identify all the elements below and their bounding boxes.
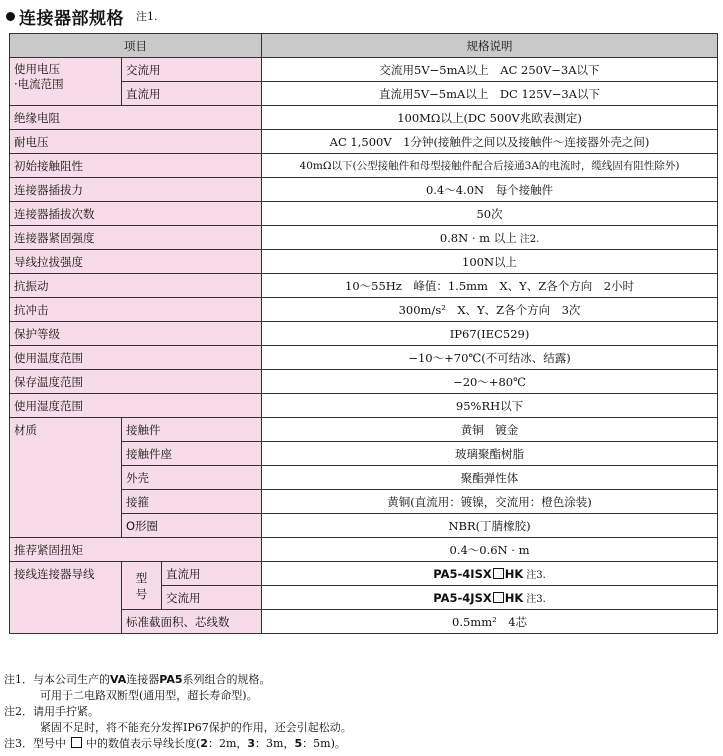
row-label: 连接器插拔次数: [10, 202, 262, 226]
table-row: [10, 58, 718, 82]
note-text: 中的数值表示导线长度(: [86, 737, 201, 750]
row-label: 保存温度范围: [10, 370, 262, 394]
note-text: 连接器: [126, 673, 160, 686]
table-row: [10, 562, 718, 586]
material-part: 外壳: [122, 466, 262, 490]
row-label: 抗冲击: [10, 298, 262, 322]
model-suffix: HK: [504, 591, 524, 605]
note-text: 注3．型号中: [4, 737, 66, 750]
table-row: [10, 418, 718, 442]
length-placeholder-icon: [493, 568, 504, 579]
row-label: 保护等级: [10, 322, 262, 346]
table-row: [10, 274, 718, 298]
note-ref: 注2.: [519, 233, 540, 245]
spec-table: [9, 33, 718, 634]
row-value: 40mΩ以下(公型接触件和母型接触件配合后接通3A的电流时，缆线固有阻性除外): [262, 154, 718, 178]
row-label: 连接器紧固强度: [10, 226, 262, 250]
cross-section-label: 标准截面积、芯线数: [122, 610, 262, 634]
footnote-1: [4, 672, 719, 688]
wire-ac-label: 交流用: [162, 586, 262, 610]
note-text: ：3m，: [255, 737, 295, 750]
section-title: [4, 4, 158, 28]
table-row: [10, 178, 718, 202]
dc-label: 直流用: [122, 82, 262, 106]
row-value: IP67(IEC529): [262, 322, 718, 346]
row-label: 使用湿度范围: [10, 394, 262, 418]
note-ref: 注3.: [526, 570, 546, 581]
page-title: 连接器部规格: [19, 8, 124, 29]
title-note: 注1.: [136, 10, 158, 23]
wire-dc-value: [262, 562, 718, 586]
table-row: [10, 322, 718, 346]
footnote-1-line2: 可用于二电路双断型(通用型，超长寿命型)。: [40, 689, 258, 702]
footnote-2-line2: 紧固不足时，将不能充分发挥IP67保护的作用，还会引起松动。: [40, 721, 352, 734]
voltage-label: 使用电压 ·电流范围: [10, 58, 122, 106]
row-value: −20～+80℃: [262, 370, 718, 394]
footnote-2: 注2．请用手拧紧。: [4, 705, 99, 718]
table-row: [10, 394, 718, 418]
footnote-3: [4, 736, 719, 752]
material-part: 接触件: [122, 418, 262, 442]
note-text: VA: [110, 673, 127, 686]
model-char: 号: [135, 586, 148, 601]
model-suffix: HK: [504, 567, 524, 581]
wire-ac-value: [262, 586, 718, 610]
dc-value: 直流用5V−5mA以上 DC 125V−3A以下: [262, 82, 718, 106]
material-value: NBR(丁腈橡胶): [262, 514, 718, 538]
row-value: AC 1,500V 1分钟(接触件之间以及接触件～连接器外壳之间): [262, 130, 718, 154]
ac-value: 交流用5V−5mA以上 AC 250V−3A以下: [262, 58, 718, 82]
row-value: 100N以上: [262, 250, 718, 274]
material-part: 接触件座: [122, 442, 262, 466]
table-row: [10, 538, 718, 562]
row-value: [262, 226, 718, 250]
material-value: 玻璃聚酯树脂: [262, 442, 718, 466]
row-value: 300m/s² X、Y、Z各个方向 3次: [262, 298, 718, 322]
row-value: 0.4～4.0N 每个接触件: [262, 178, 718, 202]
ac-label: 交流用: [122, 58, 262, 82]
note-text: 5: [294, 737, 303, 750]
row-value: 50次: [262, 202, 718, 226]
material-value: 黄铜 镀金: [262, 418, 718, 442]
material-label: 材质: [10, 418, 122, 538]
torque-strength-value: 0.8N · m 以上: [439, 230, 517, 245]
model-char: 型: [135, 570, 148, 585]
wire-label: 接线连接器导线: [10, 562, 122, 634]
row-label: 导线拉拔强度: [10, 250, 262, 274]
note-text: ：5m)。: [302, 737, 346, 750]
model-label: [122, 562, 162, 610]
row-label: 连接器插拔力: [10, 178, 262, 202]
note-text: 2: [200, 737, 208, 750]
row-value: 100MΩ以上(DC 500V兆欧表测定): [262, 106, 718, 130]
row-value: 10～55Hz 峰值：1.5mm X、Y、Z各个方向 2小时: [262, 274, 718, 298]
row-label: 绝缘电阻: [10, 106, 262, 130]
material-value: 聚酯弹性体: [262, 466, 718, 490]
torque-value: 0.4～0.6N · m: [262, 538, 718, 562]
table-row: [10, 250, 718, 274]
note-text: 3: [247, 737, 256, 750]
note-text: PA5: [159, 673, 183, 686]
length-placeholder-icon: [493, 592, 504, 603]
material-part: O形圈: [122, 514, 262, 538]
row-label: 耐电压: [10, 130, 262, 154]
table-row: [10, 154, 718, 178]
table-row: [10, 202, 718, 226]
table-row: [10, 370, 718, 394]
row-label: 抗振动: [10, 274, 262, 298]
row-label: 使用温度范围: [10, 346, 262, 370]
footnotes: [4, 672, 719, 752]
material-part: 接箍: [122, 490, 262, 514]
row-label: 初始接触阻性: [10, 154, 262, 178]
note-text: 注1．与本公司生产的: [4, 673, 110, 686]
model-prefix: PA5-4ISX: [433, 567, 492, 581]
table-header-row: [10, 34, 718, 58]
row-value: 95%RH以下: [262, 394, 718, 418]
wire-dc-label: 直流用: [162, 562, 262, 586]
column-header-spec: 规格说明: [262, 34, 718, 58]
table-row: [10, 226, 718, 250]
material-value: 黄铜(直流用：镀镍，交流用：橙色涂装): [262, 490, 718, 514]
note-text: 系列组合的规格。: [182, 673, 271, 686]
length-placeholder-icon: [71, 737, 82, 748]
bullet-icon: [6, 12, 15, 21]
cross-section-value: 0.5mm² 4芯: [262, 610, 718, 634]
table-row: [10, 106, 718, 130]
table-row: [10, 346, 718, 370]
note-ref: 注3.: [526, 594, 546, 605]
torque-label: 推荐紧固扭矩: [10, 538, 262, 562]
row-value: −10～+70℃(不可结冰、结露): [262, 346, 718, 370]
column-header-item: 项目: [10, 34, 262, 58]
note-text: ：2m，: [207, 737, 248, 750]
model-prefix: PA5-4JSX: [433, 591, 492, 605]
table-row: [10, 298, 718, 322]
table-row: [10, 130, 718, 154]
